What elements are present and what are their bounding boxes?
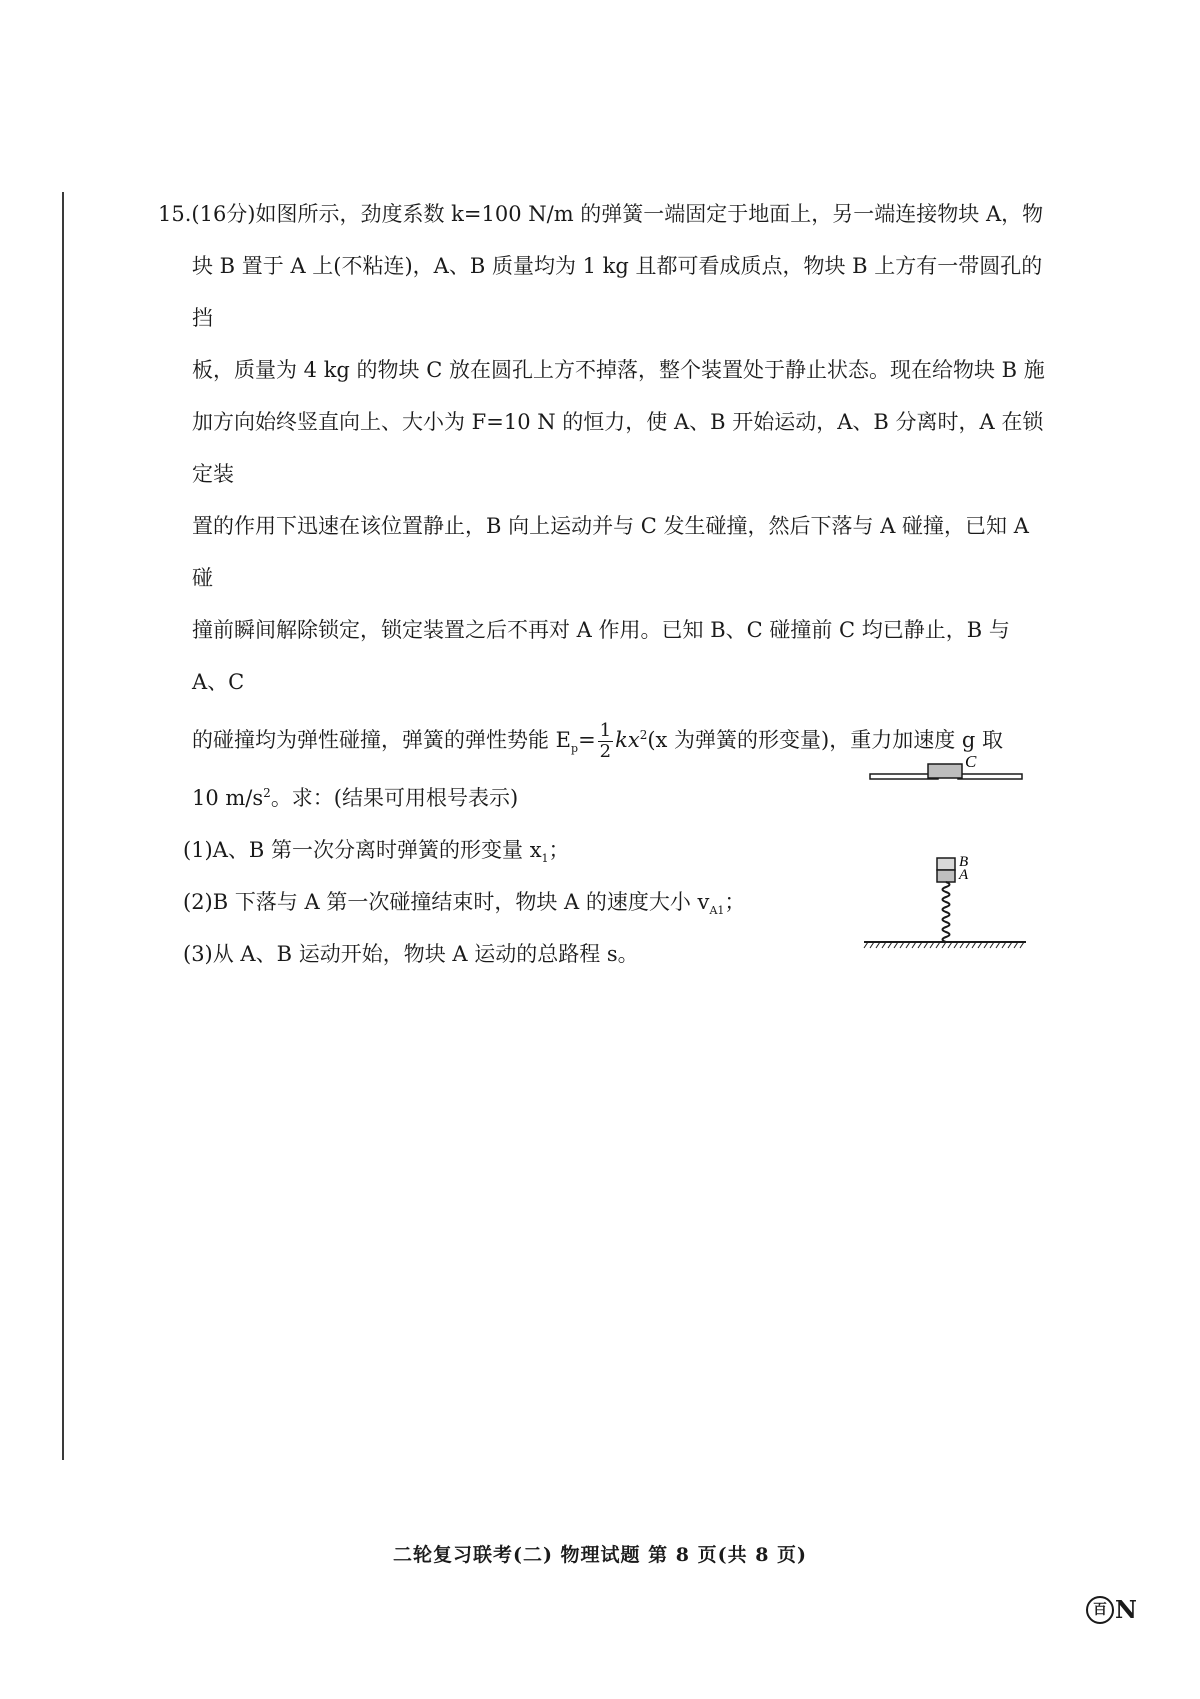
units-text: 10 m/s <box>192 786 264 810</box>
block-a <box>937 870 955 882</box>
question-line: 15.(16分)如图所示，劲度系数 k=100 N/m 的弹簧一端固定于地面上，另一端连接物块 A，物 <box>158 202 1044 226</box>
sub-question-subscript: 1 <box>541 852 549 866</box>
corner-letter: N <box>1115 1595 1137 1624</box>
figure-svg <box>860 740 1060 960</box>
instruction-text: 。求：(结果可用根号表示) <box>270 786 519 810</box>
question-line: 块 B 置于 A 上(不粘连)，A、B 质量均为 1 kg 且都可看成质点，物块 B 上方有一带圆孔的挡 <box>192 254 1043 330</box>
label-a: A <box>959 867 969 883</box>
formula-superscript: 2 <box>639 728 648 742</box>
formula-text: (x 为弹簧的形变量)，重力加速度 g 取 <box>647 728 1004 752</box>
sub-question-3: (3)从 A、B 运动开始，物块 A 运动的总路程 s。 <box>183 942 639 966</box>
formula-subscript: p <box>571 742 579 756</box>
margin-line <box>62 192 64 1460</box>
sub-question-text: ； <box>548 838 570 862</box>
label-b: B <box>959 854 969 870</box>
corner-circle-mark: 百 <box>1086 1596 1114 1624</box>
barrier-right <box>958 774 1022 779</box>
question-line: 撞前瞬间解除锁定，锁定装置之后不再对 A 作用。已知 B、C 碰撞前 C 均已静止，B 与 A、C <box>192 618 1010 694</box>
units-superscript: 2 <box>263 786 271 800</box>
fraction <box>598 721 613 762</box>
formula-equals: = <box>578 728 596 752</box>
spring-block-figure <box>860 740 1060 964</box>
question-line: 置的作用下迅速在该位置静止，B 向上运动并与 C 发生碰撞，然后下落与 A 碰撞，已知 A 碰 <box>192 514 1029 590</box>
formula-variable: kx <box>615 728 640 752</box>
block-c <box>928 764 962 778</box>
spring <box>943 882 950 942</box>
label-c: C <box>965 752 977 771</box>
fraction-denominator: 2 <box>599 741 612 762</box>
question-line: 加方向始终竖直向上、大小为 F=10 N 的恒力，使 A、B 开始运动，A、B 分离时，A 在锁定装 <box>192 410 1044 486</box>
sub-question-text: (2)B 下落与 A 第一次碰撞结束时，物块 A 的速度大小 v <box>183 890 710 914</box>
sub-question-text: ； <box>724 890 746 914</box>
corner-mark <box>1086 1595 1137 1624</box>
sub-question-subscript: A1 <box>709 904 725 918</box>
sub-question-text: (1)A、B 第一次分离时弹簧的形变量 x <box>183 838 542 862</box>
block-b <box>937 858 955 870</box>
page-footer: 二轮复习联考(二) 物理试题 第 8 页(共 8 页) <box>392 1544 808 1566</box>
formula-text: 的碰撞均为弹性碰撞，弹簧的弹性势能 E <box>192 728 572 752</box>
fraction-numerator: 1 <box>599 720 612 742</box>
question-line: 板，质量为 4 kg 的物块 C 放在圆孔上方不掉落，整个装置处于静止状态。现在给物块 B 施 <box>192 358 1045 382</box>
